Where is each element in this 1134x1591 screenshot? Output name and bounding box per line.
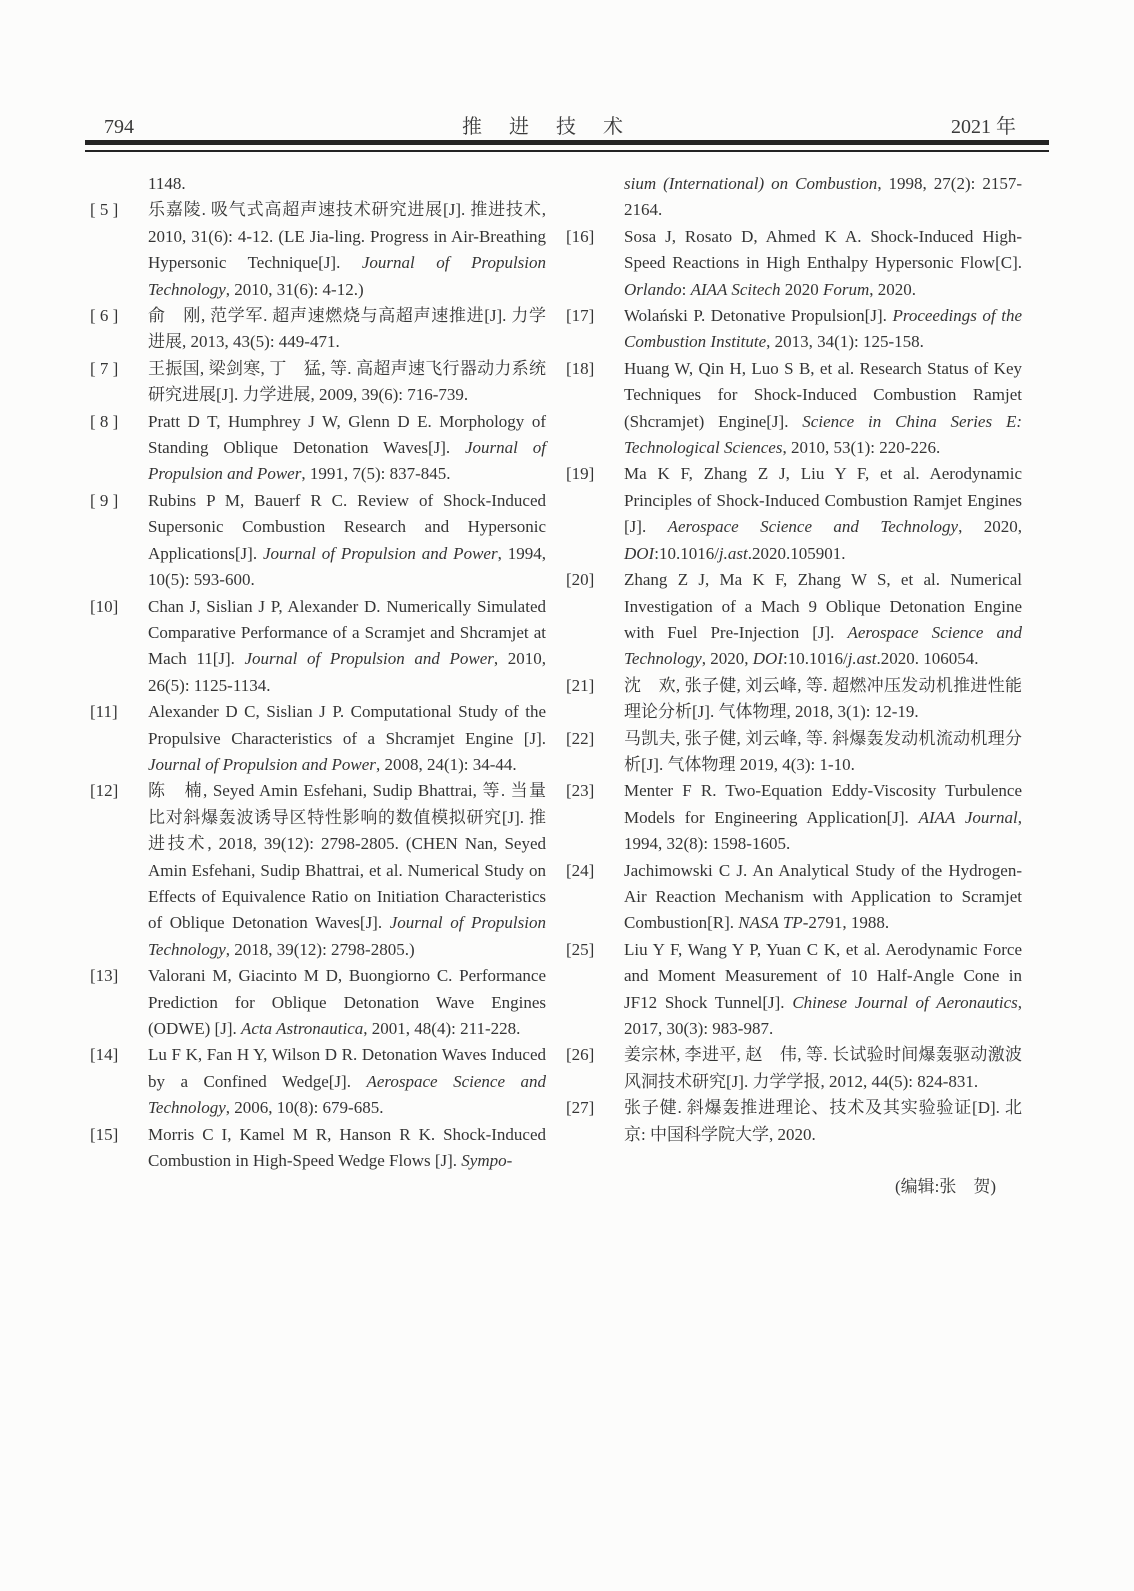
- reference-item: [566, 1042, 1022, 1095]
- journal-name: Journal of Propulsion Technology: [148, 253, 546, 299]
- reference-item: [90, 699, 546, 778]
- reference-segment: -2791, 1988.: [802, 913, 890, 933]
- journal-name: Journal of Propulsion and Power: [262, 543, 498, 563]
- reference-label: [18]: [566, 358, 595, 378]
- reference-segment: Sosa J, Rosato D, Ahmed K A. Shock-Induced High-Speed Reactions in High Enthalpy Hypersonic Flow[C].: [624, 226, 1022, 273]
- reference-label: [27]: [566, 1098, 595, 1118]
- reference-segment: , 2020.: [869, 279, 916, 299]
- reference-label: [24]: [566, 860, 595, 880]
- reference-segment: Wolański P. Detonative Propulsion[J].: [624, 306, 893, 326]
- reference-text: [624, 171, 1022, 224]
- reference-segment: , 2008, 24(1): 34-44.: [375, 754, 517, 774]
- reference-item: [566, 778, 1022, 857]
- reference-label: [21]: [566, 675, 595, 695]
- reference-item: [90, 778, 546, 963]
- reference-segment: , 1998, 27(2): 2157-2164.: [624, 174, 1022, 220]
- reference-label: [26]: [566, 1045, 595, 1065]
- reference-item: [566, 461, 1022, 567]
- reference-text: [624, 1042, 1022, 1095]
- journal-name: DOI: [752, 649, 783, 669]
- reference-item: [90, 197, 546, 303]
- reference-item: [90, 356, 546, 409]
- reference-label: [11]: [90, 702, 118, 722]
- reference-text: [624, 673, 1022, 726]
- reference-text: [624, 1095, 1022, 1148]
- reference-segment: 乐嘉陵. 吸气式高超声速技术研究进展[J]. 推进技术, 2010, 31(6): 4-12. (LE Jia-ling. Progress in Air-Breathing Hypersonic Technique[J].: [148, 200, 546, 273]
- reference-segment: , 2010, 31(6): 4-12.): [225, 279, 364, 299]
- journal-name: j.ast: [718, 543, 748, 563]
- reference-segment: 张子健. 斜爆轰推进理论、技术及其实验验证[D]. 北京: 中国科学院大学, 2020.: [624, 1098, 1022, 1144]
- reference-text: [148, 1042, 546, 1121]
- reference-segment: .2020.105901.: [747, 543, 846, 563]
- reference-segment: , 2018, 39(12): 2798-2805.): [225, 939, 415, 959]
- reference-text: [148, 409, 546, 488]
- reference-label: [22]: [566, 728, 595, 748]
- reference-label: [ 7 ]: [90, 358, 119, 378]
- reference-segment: , 1994, 10(5): 593-600.: [148, 543, 546, 590]
- reference-segment: Pratt D T, Humphrey J W, Glenn D E. Morphology of Standing Oblique Detonation Waves[J].: [148, 411, 546, 458]
- reference-text: [624, 858, 1022, 937]
- reference-text: [148, 171, 546, 197]
- journal-name: AIAA Scitech: [690, 279, 781, 299]
- reference-item: [566, 726, 1022, 779]
- reference-segment: :10.1016/: [654, 543, 719, 563]
- reference-segment: 姜宗林, 李进平, 赵 伟, 等. 长试验时间爆轰驱动激波风洞技术研究[J]. 力学学报, 2012, 44(5): 824-831.: [624, 1045, 1022, 1091]
- journal-name: j.ast: [847, 649, 877, 669]
- reference-item: [566, 356, 1022, 462]
- reference-item: [90, 963, 546, 1042]
- reference-segment: , 2006, 10(8): 679-685.: [225, 1098, 384, 1118]
- journal-name: NASA TP: [738, 913, 803, 933]
- journal-title: 推 进 技 术: [462, 116, 634, 138]
- journal-name: Science in China Series E: Technological Sciences: [624, 411, 1022, 458]
- header-rule-thick: [85, 140, 1049, 145]
- references-left-column: [90, 171, 546, 1200]
- reference-item: [566, 858, 1022, 937]
- reference-text: [148, 197, 546, 303]
- reference-text: [624, 356, 1022, 462]
- reference-segment: Huang W, Qin H, Luo S B, et al. Research Status of Key Techniques for Shock-Induced Combustion Ramjet (Shcramjet) Engine[J].: [624, 358, 1022, 431]
- reference-item: [90, 409, 546, 488]
- journal-name: Orlando: [624, 279, 682, 299]
- journal-name: Aerospace Science and Technology: [624, 622, 1022, 669]
- reference-text: [148, 963, 546, 1042]
- journal-name: Journal of Propulsion Technology: [148, 913, 546, 959]
- reference-segment: Lu F K, Fan H Y, Wilson D R. Detonation Waves Induced by a Confined Wedge[J].: [148, 1045, 546, 1091]
- reference-segment: Jachimowski C J. An Analytical Study of the Hydrogen-Air Reaction Mechanism with Application to Scramjet Combustion[R].: [624, 860, 1022, 933]
- reference-label: [14]: [90, 1045, 119, 1065]
- reference-segment: Ma K F, Zhang Z J, Liu Y F, et al. Aerodynamic Principles of Shock-Induced Combustion Ramjet Engines [J].: [624, 464, 1022, 537]
- reference-label: [ 5 ]: [90, 200, 119, 220]
- reference-item: [90, 303, 546, 356]
- journal-name: Aerospace Science and Technology: [667, 517, 959, 537]
- reference-text: [624, 567, 1022, 673]
- reference-item: [90, 488, 546, 594]
- reference-item: [566, 673, 1022, 726]
- reference-segment: , 2013, 34(1): 125-158.: [766, 332, 924, 352]
- journal-name: Journal of Propulsion and Power: [148, 438, 546, 484]
- reference-label: [10]: [90, 596, 119, 616]
- reference-text: [624, 937, 1022, 1043]
- reference-text: [148, 488, 546, 594]
- reference-label: [20]: [566, 570, 595, 590]
- reference-label: [ 6 ]: [90, 306, 119, 326]
- reference-item: [90, 1042, 546, 1121]
- reference-label: [15]: [90, 1124, 119, 1144]
- reference-text: [148, 1122, 546, 1175]
- reference-segment: Alexander D C, Sislian J P. Computational Study of the Propulsive Characteristics of a Shcramjet Engine [J].: [148, 702, 546, 748]
- reference-segment: Morris C I, Kamel M R, Hanson R K. Shock-Induced Combustion in High-Speed Wedge Flows [J].: [148, 1124, 546, 1171]
- reference-segment: Zhang Z J, Ma K F, Zhang W S, et al. Numerical Investigation of a Mach 9 Oblique Detonation Engine with Fuel Pre-Injection [J].: [624, 570, 1022, 642]
- references-section: [90, 171, 1022, 1200]
- reference-item: [90, 171, 546, 197]
- reference-text: [624, 303, 1022, 356]
- header-rule-thin: [85, 150, 1049, 152]
- reference-text: [148, 356, 546, 409]
- reference-segment: Valorani M, Giacinto M D, Buongiorno C. Performance Prediction for Oblique Detonation Wave Engines (ODWE) [J].: [148, 966, 546, 1038]
- reference-label: [13]: [90, 966, 119, 986]
- reference-segment: 沈 欢, 张子健, 刘云峰, 等. 超燃冲压发动机推进性能理论分析[J]. 气体物理, 2018, 3(1): 12-19.: [624, 675, 1022, 722]
- reference-item: [566, 567, 1022, 673]
- reference-segment: , 2001, 48(4): 211-228.: [363, 1019, 521, 1038]
- reference-segment: , 2020,: [701, 649, 753, 669]
- editor-credit: (编辑:张 贺): [894, 1177, 996, 1197]
- reference-segment: Menter F R. Two-Equation Eddy-Viscosity Turbulence Models for Engineering Application[J].: [624, 781, 1022, 827]
- reference-text: [148, 594, 546, 700]
- reference-item: [566, 303, 1022, 356]
- reference-label: [25]: [566, 939, 595, 959]
- journal-name: Proceedings of the Combustion Institute: [624, 306, 1023, 352]
- reference-segment: 王振国, 梁剑寒, 丁 猛, 等. 高超声速飞行器动力系统研究进展[J]. 力学进展, 2009, 39(6): 716-739.: [148, 358, 546, 405]
- journal-name: Chinese Journal of Aeronautics: [792, 992, 1018, 1012]
- reference-text: [148, 303, 546, 356]
- journal-name: Sympo-: [461, 1151, 513, 1171]
- reference-segment: :10.1016/: [782, 649, 848, 669]
- journal-name: Journal of Propulsion and Power: [148, 754, 376, 774]
- reference-segment: , 2017, 30(3): 983-987.: [624, 992, 1022, 1038]
- journal-name: Forum: [822, 279, 870, 299]
- reference-segment: 马凯夫, 张子健, 刘云峰, 等. 斜爆轰发动机流动机理分析[J]. 气体物理 2019, 4(3): 1-10.: [624, 728, 1022, 774]
- reference-item: [90, 1122, 546, 1175]
- reference-item: [566, 224, 1022, 303]
- reference-segment: , 2020,: [958, 517, 1022, 537]
- reference-text: [624, 726, 1022, 779]
- reference-label: [23]: [566, 781, 595, 801]
- journal-name: DOI: [624, 543, 655, 563]
- reference-item: [90, 594, 546, 700]
- page-header: [104, 110, 1016, 139]
- reference-label: [ 8 ]: [90, 411, 119, 431]
- reference-segment: , 1994, 32(8): 1598-1605.: [624, 807, 1022, 854]
- journal-name: Aerospace Science and Technology: [148, 1071, 546, 1118]
- reference-item: [566, 937, 1022, 1043]
- reference-segment: , 1991, 7(5): 837-845.: [301, 464, 451, 484]
- journal-name: AIAA Journal: [918, 807, 1018, 827]
- reference-text: [148, 778, 546, 963]
- reference-label: [19]: [566, 464, 595, 484]
- journal-name: sium (International) on Combustion: [624, 174, 878, 193]
- reference-text: [624, 224, 1022, 303]
- reference-segment: Rubins P M, Bauerf R C. Review of Shock-Induced Supersonic Combustion Research and Hypersonic Applications[J].: [148, 490, 546, 563]
- reference-segment: 俞 刚, 范学军. 超声速燃烧与高超声速推进[J]. 力学进展, 2013, 43(5): 449-471.: [148, 306, 546, 352]
- reference-label: [16]: [566, 226, 595, 246]
- journal-name: Acta Astronautica: [241, 1019, 364, 1038]
- references-right-column: [566, 171, 1022, 1200]
- reference-item: [566, 171, 1022, 224]
- reference-segment: 1148.: [148, 174, 186, 193]
- reference-segment: 2020: [780, 279, 823, 299]
- reference-label: [12]: [90, 781, 119, 801]
- reference-segment: Chan J, Sislian J P, Alexander D. Numerically Simulated Comparative Performance of a Scramjet and Shcramjet at Mach 11[J].: [148, 596, 546, 669]
- reference-text: [624, 778, 1022, 857]
- reference-segment: , 2010, 26(5): 1125-1134.: [148, 649, 547, 695]
- reference-segment: .2020. 106054.: [876, 649, 979, 669]
- reference-text: [148, 699, 546, 778]
- year-label: 2021 年: [951, 116, 1016, 138]
- reference-item: [566, 1095, 1022, 1148]
- reference-segment: Liu Y F, Wang Y P, Yuan C K, et al. Aerodynamic Force and Moment Measurement of 10 Half-Angle Cone in JF12 Shock Tunnel[J].: [624, 939, 1022, 1012]
- reference-label: [ 9 ]: [90, 490, 119, 510]
- reference-segment: :: [681, 279, 691, 299]
- reference-text: [624, 461, 1022, 567]
- page-number: 794: [104, 116, 134, 138]
- reference-label: [17]: [566, 306, 595, 326]
- journal-name: Journal of Propulsion and Power: [244, 649, 494, 669]
- reference-segment: 陈 楠, Seyed Amin Esfehani, Sudip Bhattrai, 等. 当量比对斜爆轰波诱导区特性影响的数值模拟研究[J]. 推进技术, 2018, 39(12): 2798-2805. (CHEN Nan, Seyed Amin Esfehani, Sudip Bhattrai, et al. Numerical Study on Effects of Equivalence Ratio on Initiation Characteristics of Oblique Detonation Waves[J].: [148, 781, 546, 933]
- reference-segment: , 2010, 53(1): 220-226.: [782, 438, 941, 458]
